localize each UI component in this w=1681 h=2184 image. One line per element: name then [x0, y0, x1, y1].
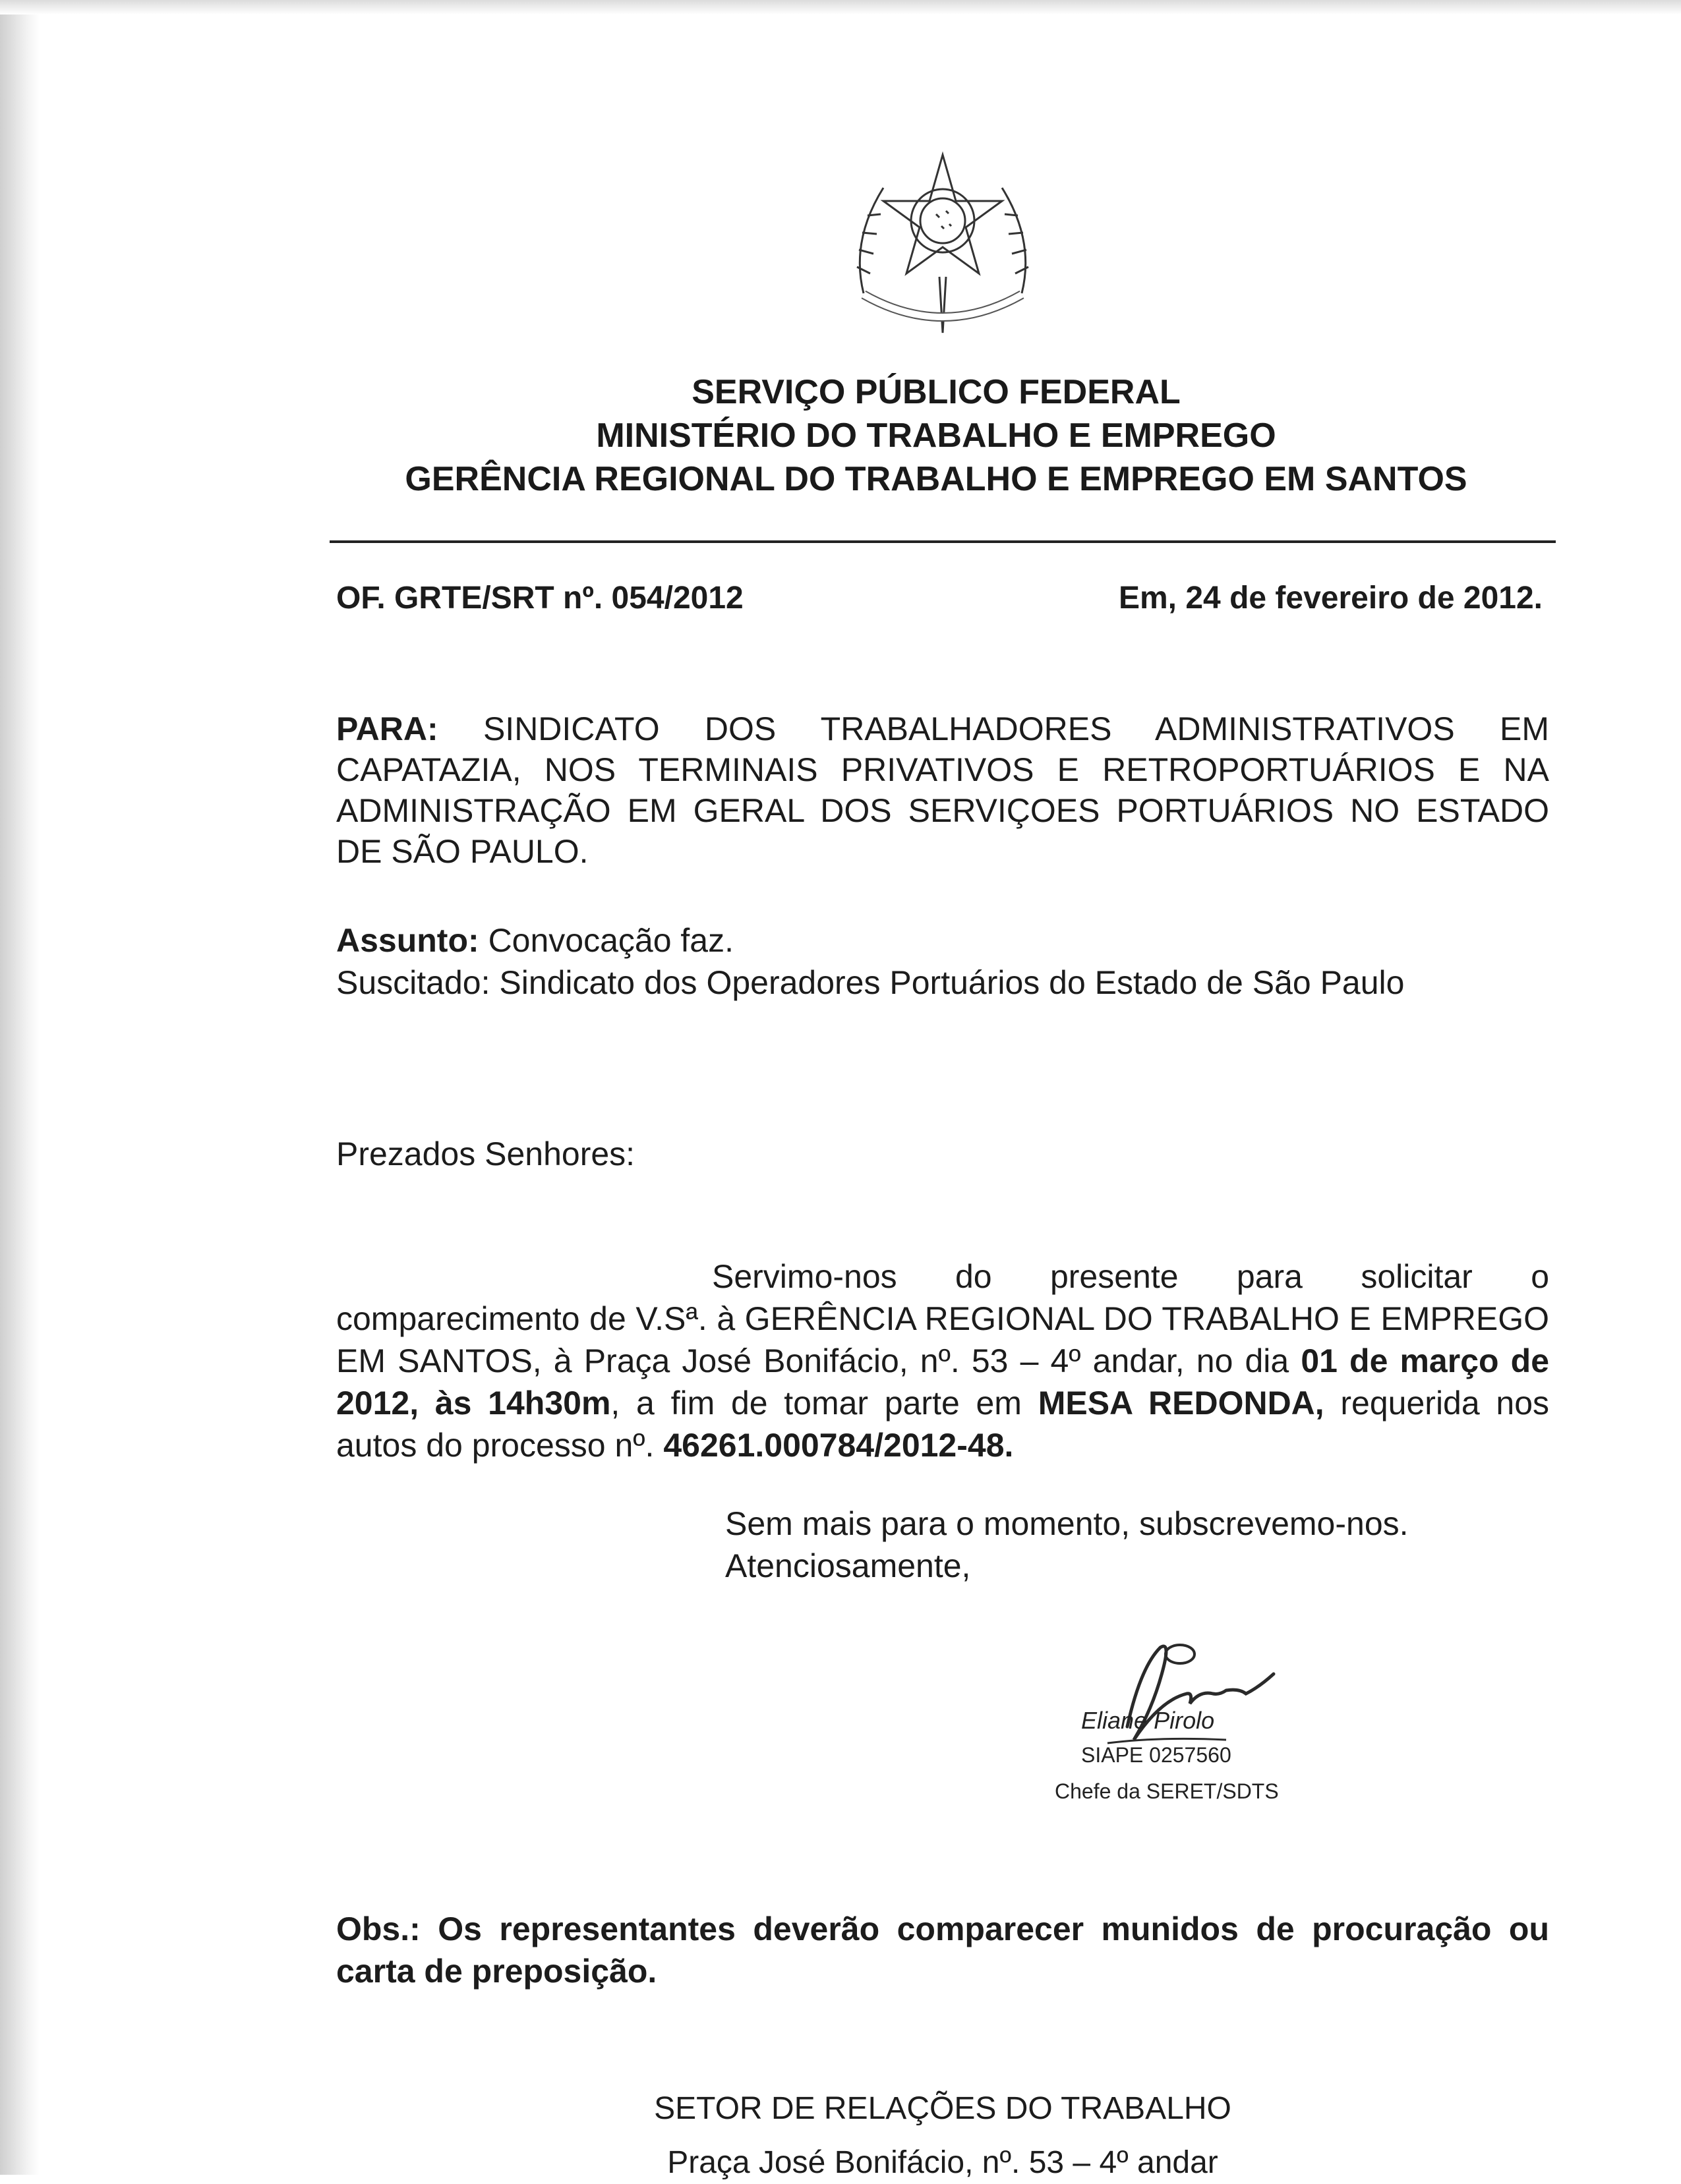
scan-top-edge [0, 0, 1681, 14]
letterhead-line-2: MINISTÉRIO DO TRABALHO E EMPREGO [596, 417, 1276, 455]
meeting-date: 01 de março de 2012, às 14h30m [336, 1342, 1550, 1422]
closing-line-2: Atenciosamente, [725, 1547, 971, 1584]
observation [336, 1908, 1549, 1992]
header-divider [330, 540, 1556, 543]
letter-body [336, 1255, 1549, 1466]
letter-date: Em, 24 de fevereiro de 2012. [1118, 581, 1543, 616]
scan-shadow [0, 0, 40, 2175]
observation-label: Obs.: [336, 1911, 421, 1947]
subject-text: Convocação faz. [488, 922, 734, 959]
subject-label: Assunto: [336, 922, 479, 959]
body-part-3: requerida nos autos do processo nº. [336, 1385, 1550, 1464]
signer-siape: SIAPE 0257560 [1081, 1743, 1231, 1767]
closing-line-1: Sem mais para o momento, subscrevemo-nos. [725, 1505, 1409, 1542]
body-part-2: , a fim de tomar parte em [610, 1385, 1038, 1422]
greeting: Prezados Senhores: [336, 1135, 635, 1172]
meeting-type: MESA REDONDA, [1038, 1385, 1324, 1422]
recipient-label: PARA: [336, 710, 438, 747]
signer-role: Chefe da SERET/SDTS [1055, 1779, 1279, 1803]
process-number: 46261.000784/2012-48. [663, 1427, 1014, 1464]
recipient-text: SINDICATO DOS TRABALHADORES ADMINISTRATIVOS EM CAPATAZIA, NOS TERMINAIS PRIVATIVOS E RETROPORTUÁRIOS E NA ADMINISTRAÇÃO EM GERAL DOS SERVIÇOES PORTUÁRIOS NO ESTADO DE SÃO PAULO. [336, 710, 1549, 870]
closing [725, 1503, 1409, 1587]
body-part-1: Servimo-nos do presente para solicitar o comparecimento de V.Sª. à GERÊNCIA REGIONAL DO TRABALHO E EMPREGO EM SANTOS, à Praça José Bonifácio, nº. 53 – 4º andar, no dia [336, 1258, 1549, 1379]
office-reference: OF. GRTE/SRT nº. 054/2012 [336, 581, 744, 616]
signer-name: Eliane Pirolo [1081, 1707, 1215, 1734]
brazil-coat-of-arms-icon [837, 142, 1048, 339]
footer-department: SETOR DE RELAÇÕES DO TRABALHO [654, 2091, 1231, 2126]
letterhead [316, 370, 1556, 501]
summoned-party: Suscitado: Sindicato dos Operadores Portuários do Estado de São Paulo [336, 964, 1405, 1001]
letterhead-line-1: SERVIÇO PÚBLICO FEDERAL [692, 373, 1181, 411]
reference-line [336, 580, 1556, 626]
letterhead-line-3: GERÊNCIA REGIONAL DO TRABALHO E EMPREGO EM SANTOS [405, 460, 1467, 498]
footer-address: Praça José Bonifácio, nº. 53 – 4º andar [667, 2145, 1218, 2180]
subject-block [336, 919, 1549, 1004]
recipient-block [336, 708, 1549, 872]
observation-text: Os representantes deverão comparecer munidos de procuração ou carta de preposição. [336, 1911, 1549, 1990]
